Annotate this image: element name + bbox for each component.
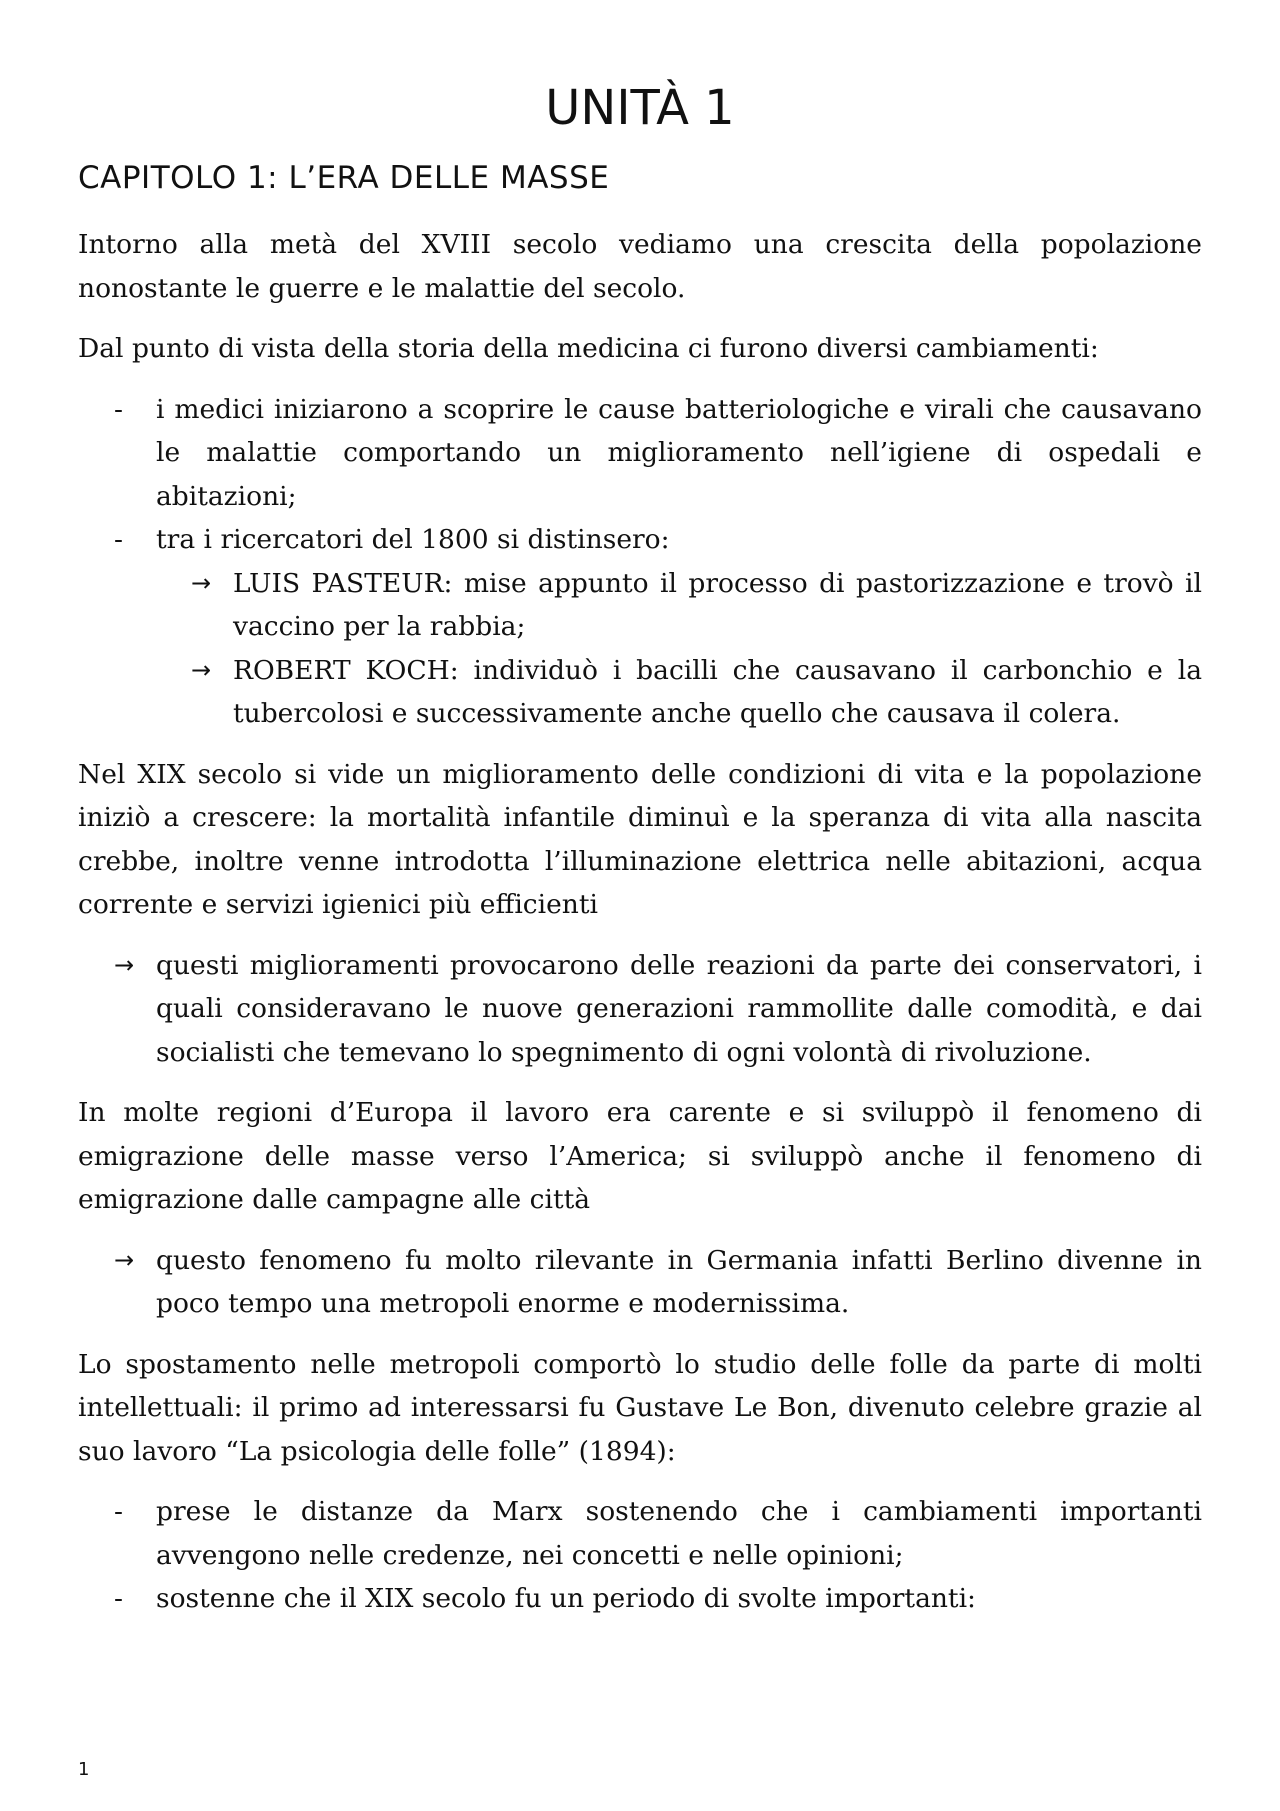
dash-bullet: - (114, 1496, 123, 1527)
chapter-heading: CAPITOLO 1: L’ERA DELLE MASSE (78, 160, 610, 196)
dash-bullet: - (114, 1583, 123, 1614)
list-item-text: sostenne che il XIX secolo fu un periodo di svolte importanti: (156, 1583, 976, 1614)
list-item (78, 1490, 1202, 1577)
researcher-koch: ROBERT KOCH: individuò i bacilli che causavano il carbonchio e la tubercolosi e successivamente anche quello che causava il colera. (233, 654, 1202, 729)
list-item (78, 388, 1202, 519)
arrow-right-icon: → (191, 655, 212, 684)
dash-bullet: - (114, 393, 123, 425)
emigration-note: questo fenomeno fu molto rilevante in Germania infatti Berlino divenne in poco tempo una metropoli enorme e modernissima. (156, 1244, 1202, 1319)
paragraph-population: Intorno alla metà del XVIII secolo vediamo una crescita della popolazione nonostante le guerre e le malattie del secolo. (78, 229, 1202, 304)
arrow-right-icon: → (191, 568, 212, 597)
researcher-pasteur: LUIS PASTEUR: mise appunto il processo di pastorizzazione e trovò il vaccino per la rabbia; (233, 567, 1202, 642)
unit-title: UNITÀ 1 (545, 80, 735, 136)
list-item (78, 944, 1202, 1075)
arrow-right-icon: → (114, 950, 135, 979)
list-item (0, 649, 1202, 736)
paragraph-le-bon: Lo spostamento nelle metropoli comportò lo studio delle folle da parte di molti intellettuali: il primo ad interessarsi fu Gustave Le Bon, divenuto celebre grazie al suo lavoro “La psicologia delle folle” (1894): (78, 1348, 1202, 1467)
paragraph-xix-century: Nel XIX secolo si vide un miglioramento delle condizioni di vita e la popolazione iniziò a crescere: la mortalità infantile diminuì e la speranza di vita alla nascita crebbe, inoltre venne introdotta l’illuminazione elettrica nelle abitazioni, acqua corrente e servizi igienici più efficienti (78, 758, 1202, 920)
list-item (0, 562, 1202, 649)
dash-bullet: - (114, 524, 123, 555)
list-item (78, 1239, 1202, 1326)
improvements-list (78, 944, 1202, 1075)
medicine-list (78, 388, 1202, 736)
page-number: 1 (78, 1759, 90, 1780)
arrow-right-icon: → (114, 1245, 135, 1274)
document-body (78, 223, 1202, 1638)
list-item (78, 1577, 1202, 1621)
emigration-list (78, 1239, 1202, 1326)
list-item-text: prese le distanze da Marx sostenendo che i cambiamenti importanti avvengono nelle credenze, nei concetti e nelle opinioni; (156, 1496, 1202, 1571)
list-item-text: tra i ricercatori del 1800 si distinsero: (156, 524, 670, 555)
paragraph-emigration: In molte regioni d’Europa il lavoro era carente e si sviluppò il fenomeno di emigrazione delle masse verso l’America; si sviluppò anche il fenomeno di emigrazione dalle campagne alle città (78, 1097, 1202, 1215)
improvements-note: questi miglioramenti provocarono delle reazioni da parte dei conservatori, i quali consideravano le nuove generazioni rammollite dalle comodità, e dai socialisti che temevano lo spegnimento di ogni volontà di rivoluzione. (156, 949, 1202, 1068)
list-item-text: i medici iniziarono a scoprire le cause batteriologiche e virali che causavano le malattie comportando un miglioramento nell’igiene di ospedali e abitazioni; (156, 393, 1202, 512)
list-item (78, 518, 1202, 562)
le-bon-list (78, 1490, 1202, 1621)
paragraph-medicine-intro: Dal punto di vista della storia della medicina ci furono diversi cambiamenti: (78, 333, 1099, 364)
